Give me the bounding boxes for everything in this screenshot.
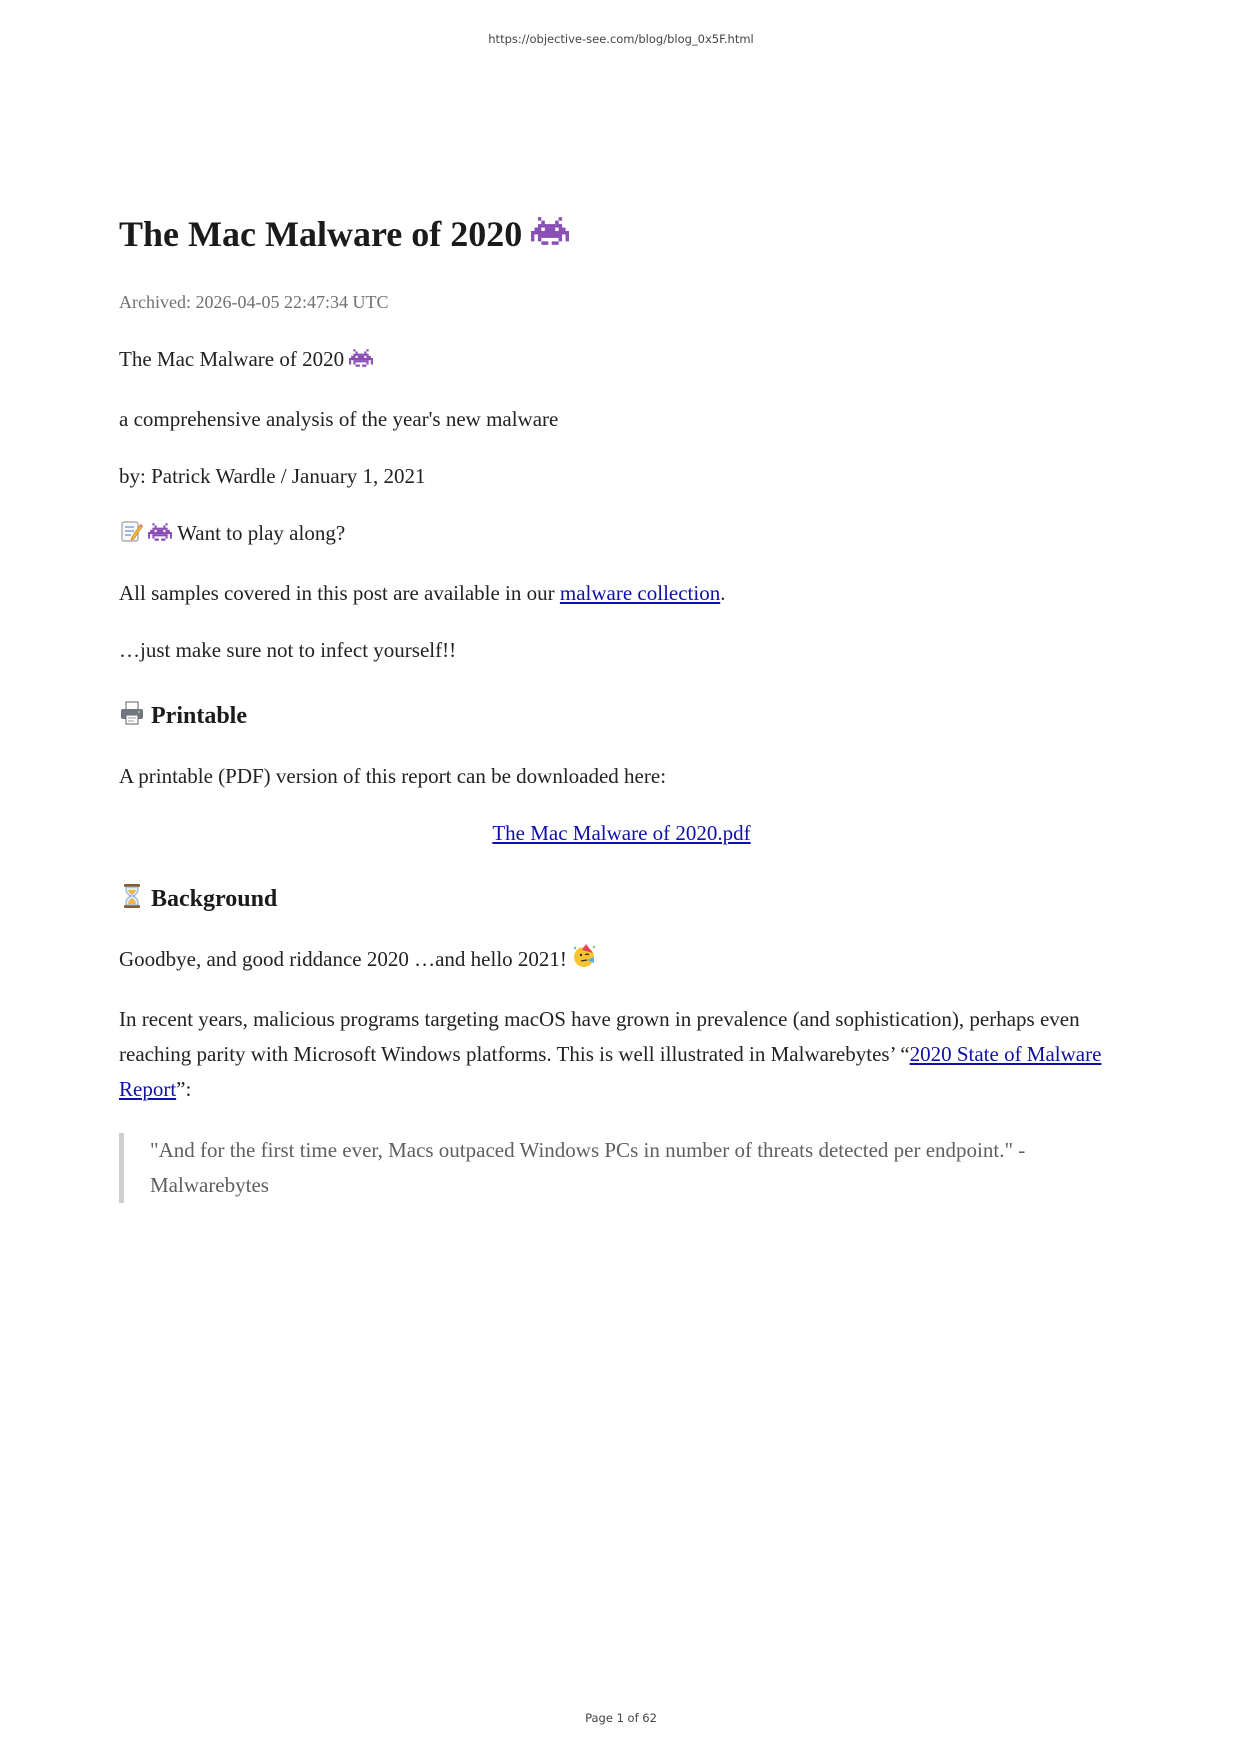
subtitle-title-text: The Mac Malware of 2020 bbox=[119, 347, 345, 371]
subtitle-title bbox=[119, 342, 1124, 380]
alien-monster-icon bbox=[531, 213, 569, 259]
samples-paragraph bbox=[119, 576, 1124, 611]
alien-monster-icon bbox=[349, 345, 373, 380]
article bbox=[119, 212, 1124, 1203]
archived-timestamp: Archived: 2026-04-05 22:47:34 UTC bbox=[119, 292, 389, 312]
recent-suffix: ”: bbox=[176, 1077, 192, 1101]
play-along bbox=[119, 516, 1124, 554]
malware-collection-link[interactable]: malware collection bbox=[559, 581, 721, 605]
recent-years-paragraph bbox=[119, 1002, 1124, 1107]
play-along-text: Want to play along? bbox=[177, 521, 346, 545]
page-title-text: The Mac Malware of 2020 bbox=[119, 214, 523, 254]
tagline: a comprehensive analysis of the year's new malware bbox=[119, 407, 559, 431]
printable-text: A printable (PDF) version of this report can be downloaded here: bbox=[119, 764, 667, 788]
background-heading bbox=[119, 881, 1124, 920]
byline: by: Patrick Wardle / January 1, 2021 bbox=[119, 464, 426, 488]
goodbye-text: Goodbye, and good riddance 2020 …and hello 2021! bbox=[119, 947, 567, 971]
printable-heading-text: Printable bbox=[151, 703, 247, 729]
party-face-icon bbox=[572, 943, 598, 980]
samples-suffix: . bbox=[720, 581, 726, 605]
printable-heading bbox=[119, 698, 1124, 737]
page-title bbox=[119, 212, 1124, 259]
recent-prefix: In recent years, malicious programs targeting macOS have grown in prevalence (and sophistication), perhaps even reaching parity with Microsoft Windows platforms. This is well illustrated in Malwarebytes’ “ bbox=[119, 1007, 1080, 1066]
samples-prefix: All samples covered in this post are available in our bbox=[119, 581, 560, 605]
alien-monster-icon bbox=[148, 519, 172, 554]
hourglass-icon bbox=[119, 883, 145, 920]
warning-text: …just make sure not to infect yourself!! bbox=[119, 638, 457, 662]
background-heading-text: Background bbox=[151, 886, 278, 912]
malwarebytes-quote: "And for the first time ever, Macs outpaced Windows PCs in number of threats detected per endpoint." - Malwarebytes bbox=[119, 1133, 1124, 1203]
memo-icon bbox=[119, 519, 143, 554]
printer-icon bbox=[119, 700, 145, 737]
pdf-link-paragraph bbox=[119, 816, 1124, 851]
goodbye-paragraph bbox=[119, 942, 1124, 980]
page-url: https://objective-see.com/blog/blog_0x5F.html bbox=[488, 32, 754, 46]
page-number: Page 1 of 62 bbox=[585, 1711, 657, 1725]
pdf-download-link[interactable]: The Mac Malware of 2020.pdf bbox=[492, 821, 751, 845]
state-of-malware-report-link[interactable]: 2020 State of Malware Report bbox=[119, 1042, 1102, 1101]
